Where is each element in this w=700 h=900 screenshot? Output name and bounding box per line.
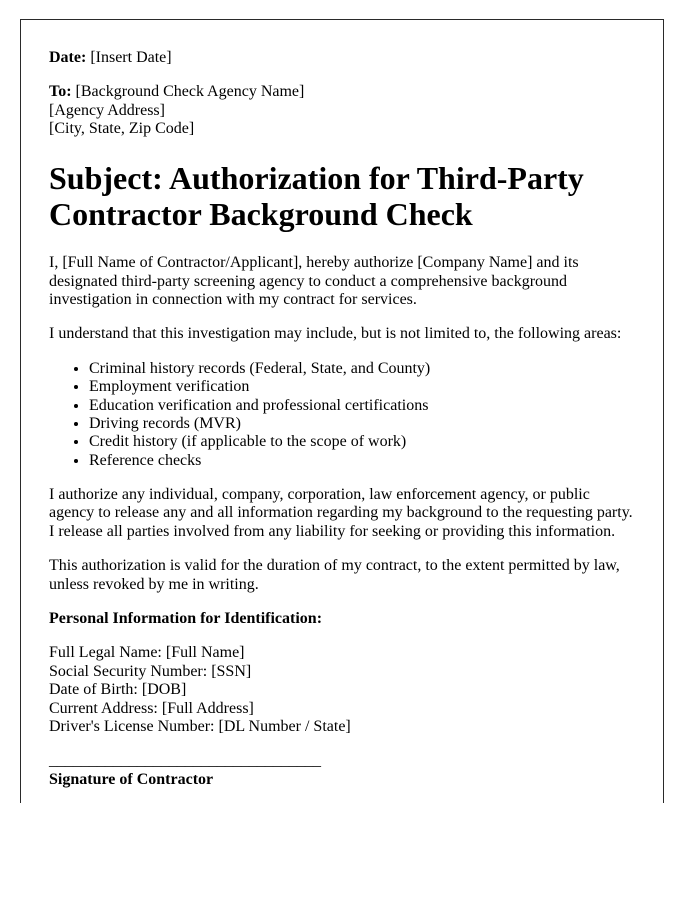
scope-intro-paragraph: I understand that this investigation may include, but is not limited to, the following areas:	[49, 325, 622, 343]
letter-page	[20, 19, 664, 803]
signature-label: Signature of Contractor	[49, 770, 214, 788]
date-line	[49, 49, 635, 67]
dob-line: Date of Birth: [DOB]	[49, 681, 187, 699]
release-paragraph: I authorize any individual, company, corporation, law enforcement agency, or public agency to release any and all information regarding my background to the requesting party. I release all parties involved from any liability for seeking or providing this information.	[49, 486, 633, 540]
personal-info-block	[49, 644, 635, 736]
signature-line: __________________________________	[49, 752, 321, 770]
agency-name: [Background Check Agency Name]	[75, 83, 305, 101]
list-item-reference-checks: • Reference checks	[89, 452, 635, 470]
subject-heading: Subject: Authorization for Third-Party Contractor Background Check	[49, 159, 584, 233]
date-value: [Insert Date]	[90, 49, 172, 66]
date-label: Date:	[49, 49, 87, 66]
full-legal-name-line: Full Legal Name: [Full Name]	[49, 644, 245, 662]
list-item-criminal-history: • Criminal history records (Federal, State, and County)	[89, 360, 635, 378]
list-item-employment-verification: • Employment verification	[89, 378, 635, 396]
current-address-line: Current Address: [Full Address]	[49, 699, 254, 717]
background-check-areas-list	[49, 360, 635, 470]
ssn-line: Social Security Number: [SSN]	[49, 662, 252, 680]
list-item-education-verification: • Education verification and professional certifications	[89, 397, 635, 415]
personal-info-heading: Personal Information for Identification:	[49, 610, 323, 628]
list-item-driving-records: • Driving records (MVR)	[89, 415, 635, 433]
to-label: To:	[49, 83, 72, 101]
list-item-credit-history: • Credit history (if applicable to the scope of work)	[89, 433, 635, 451]
validity-paragraph: This authorization is valid for the duration of my contract, to the extent permitted by law, unless revoked by me in writing.	[49, 557, 620, 593]
agency-city-state-zip: [City, State, Zip Code]	[49, 120, 195, 138]
agency-address: [Agency Address]	[49, 101, 165, 119]
signature-block	[49, 752, 635, 789]
authorization-paragraph: I, [Full Name of Contractor/Applicant], hereby authorize [Company Name] and its designated third-party screening agency to conduct a comprehensive background investigation in connection with my contract for services.	[49, 254, 579, 308]
recipient-block	[49, 83, 635, 138]
drivers-license-line: Driver's License Number: [DL Number / State]	[49, 717, 351, 735]
